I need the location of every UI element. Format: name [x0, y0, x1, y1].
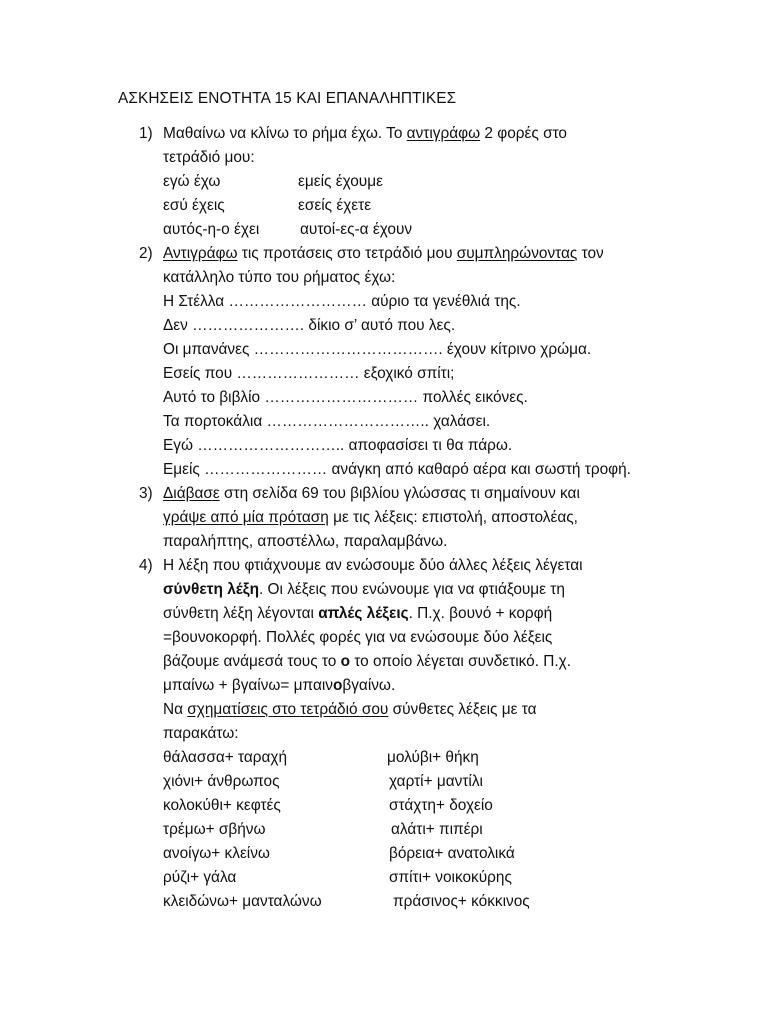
compound-pair-left: χιόνι+ άνθρωπος: [163, 773, 280, 790]
fill-in-sentence: Εγώ ……………………….. αποφασίσει τι θα πάρω.: [163, 437, 513, 454]
compound-pair-left: ρύζι+ γάλα: [163, 869, 237, 886]
exercise-1-line-2: τετράδιό μου:: [163, 149, 255, 166]
fill-in-sentence: Αυτό το βιβλίο ………………………… πολλές εικόνες.: [163, 389, 528, 406]
compound-pair-right: σπίτι+ νοικοκύρης: [389, 869, 512, 886]
exercise-2-line-1: Αντιγράφω τις προτάσεις στο τετράδιό μου συμπληρώνοντας τον: [163, 245, 604, 262]
exercise-3-line-2: γράψε από μία πρόταση με τις λέξεις: επιστολή, αποστολέας,: [163, 509, 578, 526]
compound-pair-right: στάχτη+ δοχείο: [389, 797, 493, 814]
exercise-4-line-7: Να σχηματίσεις στο τετράδιό σου σύνθετες λέξεις με τα: [163, 701, 537, 718]
compound-pair-right: μολύβι+ θήκη: [387, 749, 479, 766]
compound-pair-right: βόρεια+ ανατολικά: [389, 845, 515, 862]
fill-in-sentence: Τα πορτοκάλια ………………………….. χαλάσει.: [163, 413, 491, 430]
fill-in-sentence: Εμείς …………………… ανάγκη από καθαρό αέρα και σωστή τροφή.: [163, 461, 631, 478]
exercise-2-line-2: κατάλληλο τύπο του ρήματος έχω:: [163, 269, 396, 286]
conjugation-right: εμείς έχουμε: [298, 173, 383, 190]
conjugation-left: εσύ έχεις: [163, 197, 225, 214]
conjugation-right: αυτοί-ες-α έχουν: [300, 221, 413, 238]
exercise-3-line-3: παραλήπτης, αποστέλλω, παραλαμβάνω.: [163, 533, 448, 550]
exercise-1-number: 1): [139, 125, 153, 142]
exercise-4-line-1: Η λέξη που φτιάχνουμε αν ενώσουμε δύο άλλες λέξεις λέγεται: [163, 557, 583, 574]
compound-pair-left: κολοκύθι+ κεφτές: [163, 797, 281, 814]
exercise-4-line-8: παρακάτω:: [163, 725, 239, 742]
compound-pair-right: χαρτί+ μαντίλι: [389, 773, 483, 790]
fill-in-sentence: Οι μπανάνες ………………………………. έχουν κίτρινο χρώμα.: [163, 341, 592, 358]
exercise-4-line-5: βάζουμε ανάμεσά τους το ο το οποίο λέγεται συνδετικό. Π.χ.: [163, 653, 572, 670]
fill-in-sentence: Η Στέλλα ……………………… αύριο τα γενέθλιά της.: [163, 293, 521, 310]
fill-in-sentence: Δεν …………………. δίκιο σ’ αυτό που λες.: [163, 317, 456, 334]
exercise-4-number: 4): [139, 557, 153, 574]
compound-pair-left: τρέμω+ σβήνω: [163, 821, 266, 838]
fill-in-sentence: Εσείς που …………………… εξοχικό σπίτι;: [163, 365, 455, 382]
conjugation-left: εγώ έχω: [163, 173, 221, 190]
exercise-4-line-2: σύνθετη λέξη. Οι λέξεις που ενώνουμε για να φτιάξουμε τη: [163, 581, 565, 598]
compound-pair-left: θάλασσα+ ταραχή: [163, 749, 288, 766]
conjugation-right: εσείς έχετε: [298, 197, 372, 214]
exercise-4-line-3: σύνθετη λέξη λέγονται απλές λέξεις. Π.χ. βουνό + κορφή: [163, 605, 553, 622]
exercise-3-number: 3): [139, 485, 153, 502]
exercise-4-line-6: μπαίνω + βγαίνω= μπαινοβγαίνω.: [163, 677, 396, 694]
compound-pair-left: κλειδώνω+ μανταλώνω: [163, 893, 322, 910]
exercise-1-line-1: Μαθαίνω να κλίνω το ρήμα έχω. Το αντιγράφω 2 φορές στο: [163, 125, 567, 142]
worksheet-title: ΑΣΚΗΣΕΙΣ ΕΝΟΤΗΤΑ 15 ΚΑΙ ΕΠΑΝΑΛΗΠΤΙΚΕΣ: [118, 90, 457, 107]
exercise-2-number: 2): [139, 245, 153, 262]
compound-pair-right: αλάτι+ πιπέρι: [391, 821, 483, 838]
exercise-4-line-4: =βουνοκορφή. Πολλές φορές για να ενώσουμε δύο λέξεις: [163, 629, 553, 646]
conjugation-left: αυτός-η-ο έχει: [163, 221, 260, 238]
compound-pair-right: πράσινος+ κόκκινος: [393, 893, 530, 910]
exercise-3-line-1: Διάβασε στη σελίδα 69 του βιβλίου γλώσσας τι σημαίνουν και: [163, 485, 580, 502]
compound-pair-left: ανοίγω+ κλείνω: [163, 845, 270, 862]
